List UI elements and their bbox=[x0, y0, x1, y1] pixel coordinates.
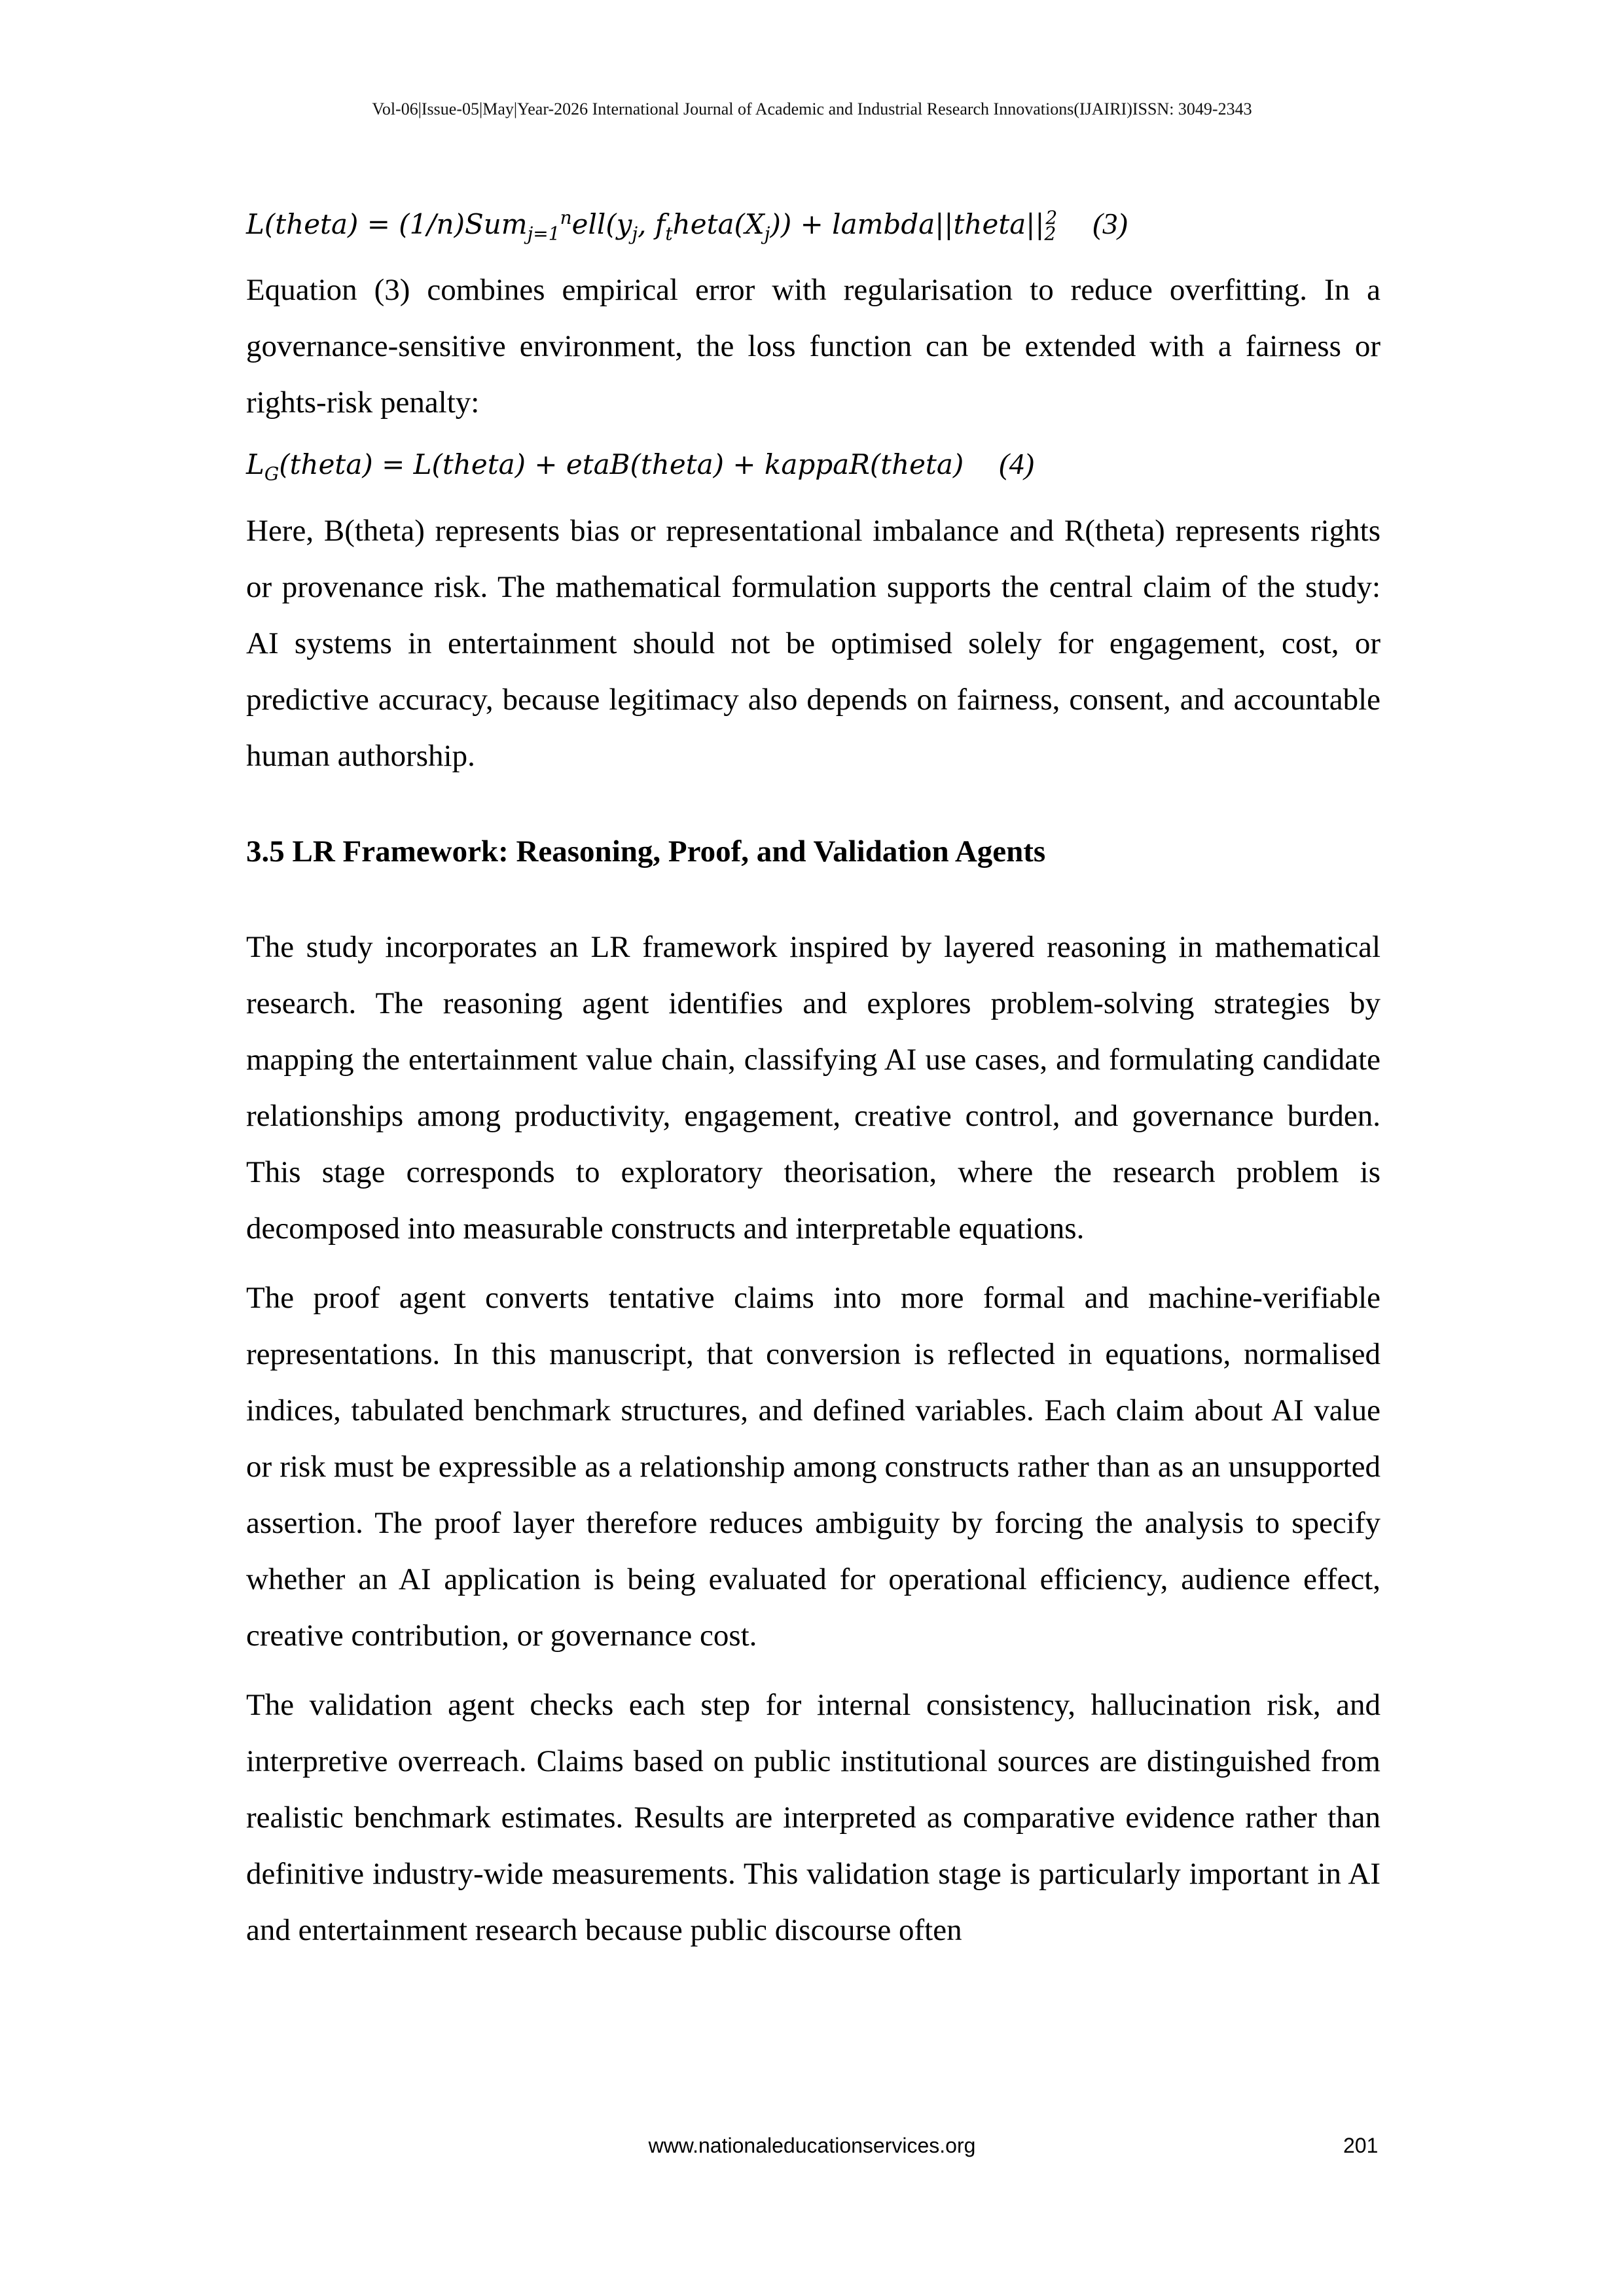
eq3-sum-upper: n bbox=[560, 207, 572, 228]
eq4-l-subscript: G bbox=[264, 463, 280, 485]
eq3-part: , f bbox=[638, 208, 666, 240]
paragraph-validation-agent: The validation agent checks each step for internal consistency, hallucination risk, and interpretive overreach. Claims based on public institutional sources are distinguished from realistic benchmark estimates. Results are interpreted as comparative evidence rather than definitive industry-wide measurements. This validation stage is particularly important in AI and entertainment research because public discourse often bbox=[246, 1687, 1380, 1947]
equation-4 bbox=[246, 436, 1380, 502]
eq3-norm-subscript: 2 bbox=[1044, 223, 1056, 245]
equation-number-4: (4) bbox=[999, 447, 1034, 481]
eq3-lhs: L(theta) = (1/n)Sum bbox=[246, 208, 528, 240]
eq3-part: heta(X bbox=[672, 208, 765, 240]
eq4-l: L bbox=[246, 448, 264, 481]
section-heading: 3.5 LR Framework: Reasoning, Proof, and Validation Agents bbox=[246, 834, 1046, 869]
eq3-part: )) + lambda||theta|| bbox=[770, 208, 1045, 240]
eq3-x-subscript: j bbox=[764, 223, 770, 245]
paragraph-proof-agent: The proof agent converts tentative claims into more formal and machine-verifiable representations. In this manuscript, that conversion is reflected in equations, normalised indices, tabulated benchmark structures, and defined variables. Each claim about AI value or risk must be expressible as a relationship among constructs rather than as an unsupported assertion. The proof layer therefore reduces ambiguity by forcing the analysis to specify whether an AI application is being evaluated for operational efficiency, audience effect, creative contribution, or governance cost. bbox=[246, 1280, 1380, 1653]
eq3-part: ell(y bbox=[571, 208, 632, 240]
eq3-f-subscript: t bbox=[665, 223, 673, 245]
paragraph-equation-4: Here, B(theta) represents bias or representational imbalance and R(theta) represents rights or provenance risk. The mathematical formulation supports the central claim of the study: AI systems in entertainment should not be optimised solely for engagement, cost, or predictive accuracy, because legitimacy also depends on fairness, consent, and accountable human authorship. bbox=[246, 513, 1380, 773]
equation-3 bbox=[246, 190, 1380, 262]
footer-url: www.nationaleducationservices.org bbox=[648, 2134, 976, 2157]
eq4-rhs: (theta) = L(theta) + etaB(theta) + kappaR(theta) bbox=[279, 448, 964, 481]
paragraph-reasoning-agent: The study incorporates an LR framework inspired by layered reasoning in mathematical research. The reasoning agent identifies and explores problem-solving strategies by mapping the entertainment value chain, classifying AI use cases, and formulating candidate relationships among productivity, engagement, creative control, and governance burden. This stage corresponds to exploratory theorisation, where the research problem is decomposed into measurable constructs and interpretable equations. bbox=[246, 929, 1380, 1246]
page-number: 201 bbox=[1343, 2134, 1379, 2157]
main-text bbox=[246, 190, 1380, 1958]
eq3-y-subscript: j bbox=[632, 223, 638, 245]
equation-number-3: (3) bbox=[1092, 207, 1128, 240]
paragraph-equation-3: Equation (3) combines empirical error with regularisation to reduce overfitting. In a governance-sensitive environment, the loss function can be extended with a fairness or rights-risk penalty: bbox=[246, 273, 1380, 420]
running-header: Vol-06|Issue-05|May|Year-2026 International Journal of Academic and Industrial Research Innovations(IJAIRI)ISSN: 3049-2343 bbox=[372, 99, 1252, 118]
eq3-sum-lower: j=1 bbox=[527, 223, 560, 245]
eq3-norm-superscript: 2 bbox=[1045, 207, 1058, 228]
